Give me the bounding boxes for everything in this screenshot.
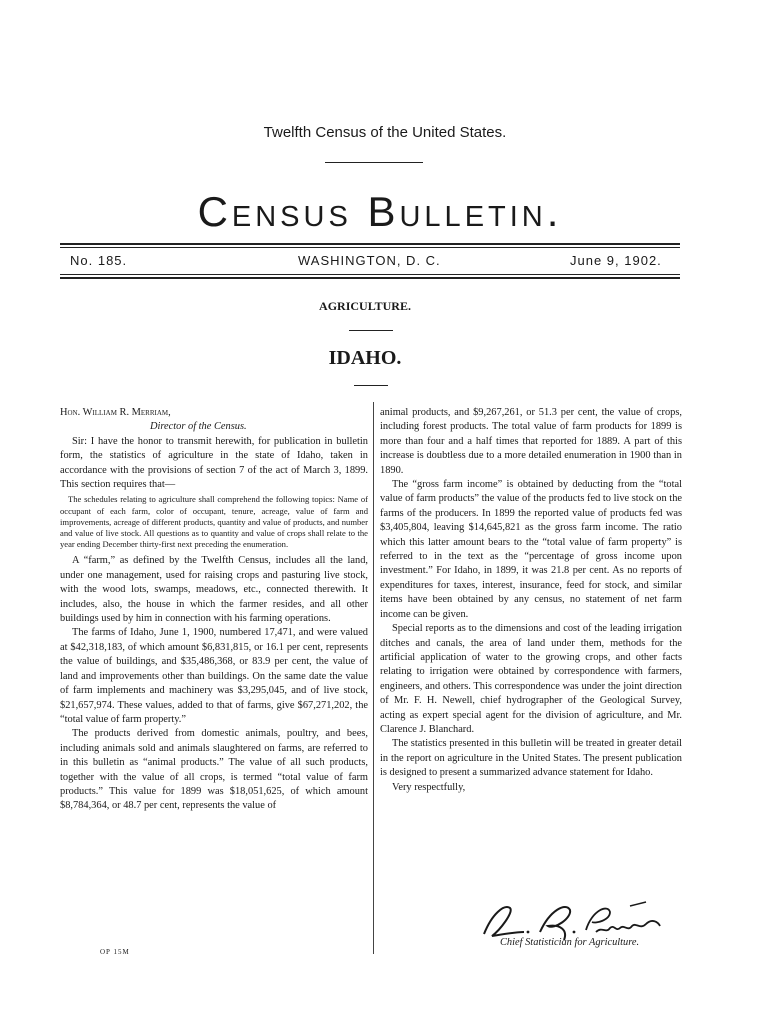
letter-paragraph: The statistics presented in this bulletin will be treated in greater detail in the report on agriculture in the United States. The present publication is designed to present a summarized advance statement for Idaho. — [380, 738, 682, 779]
letter-paragraph: Sir: I have the honor to transmit herewith, for publication in bulletin form, the statistics of agriculture in the state of Idaho, taken in accordance with the provisions of section 7 of the act of March 3, 1899. This section requires that— — [60, 435, 368, 491]
letter-paragraph: Special reports as to the dimensions and cost of the leading irrigation ditches and canals, the area of land under them, methods for the artificial application of water to the growing crops, and other facts relating to irrigation were obtained by correspondence with farmers, engineers, and others. This correspondence was under the joint direction of Mr. F. H. Newell, chief hydrographer of the Geological Survey, acting as expert special agent for the division of agriculture, and Mr. Clarence J. Blanchard. — [380, 623, 682, 735]
addressee-role: Director of the Census. — [150, 421, 247, 433]
masthead-bottom-rule — [60, 274, 680, 275]
bulletin-place: WASHINGTON, D. C. — [298, 253, 441, 268]
masthead-top-rule — [60, 243, 680, 245]
footer-mark: OP 15M — [100, 948, 130, 956]
letter-paragraph: The products derived from domestic animals, poultry, and bees, including animals sold and animals slaughtered on farms, are referred to in this bulletin as “animal products.” The value of all such products, together with the value of all crops, is termed “total value of farm products.” This value for 1899 was $18,051,625, of which amount $8,784,364, or 48.7 per cent, represents the value of — [60, 728, 368, 812]
bulletin-number: No. 185. — [70, 253, 128, 268]
state-heading: IDAHO. — [328, 347, 402, 369]
column-divider — [373, 402, 374, 954]
left-column — [60, 406, 368, 814]
masthead-top-rule-thin — [60, 247, 680, 248]
closing: Very respectfully, — [392, 781, 466, 793]
masthead — [70, 253, 670, 271]
census-line: Twelfth Census of the United States. — [263, 124, 507, 141]
letter-paragraph: animal products, and $9,267,261, or 51.3 per cent, the value of crops, including forest products. The total value of farm products for 1899 is more than four and a half times that reported for 1889. A part of this increase is doubtless due to a more detailed enumeration in 1900 than in 1890. — [380, 407, 682, 476]
bulletin-title: Census Bulletin. — [197, 188, 563, 235]
letter-paragraph: The farms of Idaho, June 1, 1900, numbered 17,471, and were valued at $42,318,183, of which amount $6,831,815, or 16.1 per cent, represents the value of buildings, and $35,486,368, or 83.9 per cent, the value of land and improvements other than buildings. On the same date the value of farm implements and machinery was $3,295,045, and of live stock, $21,657,974. These values, added to that of farms, give $67,271,202, the “total value of farm property.” — [60, 627, 368, 725]
addressee-name: Hon. William R. Merriam, — [60, 407, 171, 418]
quoted-provision: The schedules relating to agriculture shall comprehend the following topics: Name of occupant of each farm, color of occupant, tenure, acreage, value of farm and improvements, acreage of different products, quantity and value of products, and number and value of live stock. All questions as to quantity and value of crops shall relate to the year ending December thirty-first next preceding the enumeration. — [60, 494, 368, 550]
short-rule — [354, 385, 388, 386]
letter-paragraph: A “farm,” as defined by the Twelfth Census, includes all the land, under one management, used for raising crops and pasturing live stock, with the wood lots, swamps, meadows, etc., connected therewith. It includes, also, the house in which the farmer resides, and all other buildings used by him in connection with his farming operations. — [60, 555, 368, 625]
bulletin-date: June 9, 1902. — [570, 253, 662, 268]
subject-heading: AGRICULTURE. — [319, 299, 411, 313]
right-column — [380, 406, 682, 795]
short-rule — [349, 330, 393, 331]
letter-paragraph: The “gross farm income” is obtained by deducting from the “total value of farm products” the value of the products fed to live stock on the farms of the producers. In 1899 the reported value of products fed was $3,405,804, leaving $14,645,821 as the gross farm income. The ratio which this latter amount bears to the “total value of farm property” is referred to in the text as the “percentage of gross income upon investment.” For Idaho, in 1899, it was 21.8 per cent. As no reports of expenditures for taxes, interest, insurance, feed for stock, and similar items have been obtained by any census, no statement of net farm income can be given. — [380, 479, 682, 620]
short-rule — [325, 162, 423, 163]
signature-title: Chief Statistician for Agriculture. — [500, 937, 640, 948]
masthead-bottom-rule-thick — [60, 277, 680, 279]
addressee — [60, 406, 368, 435]
